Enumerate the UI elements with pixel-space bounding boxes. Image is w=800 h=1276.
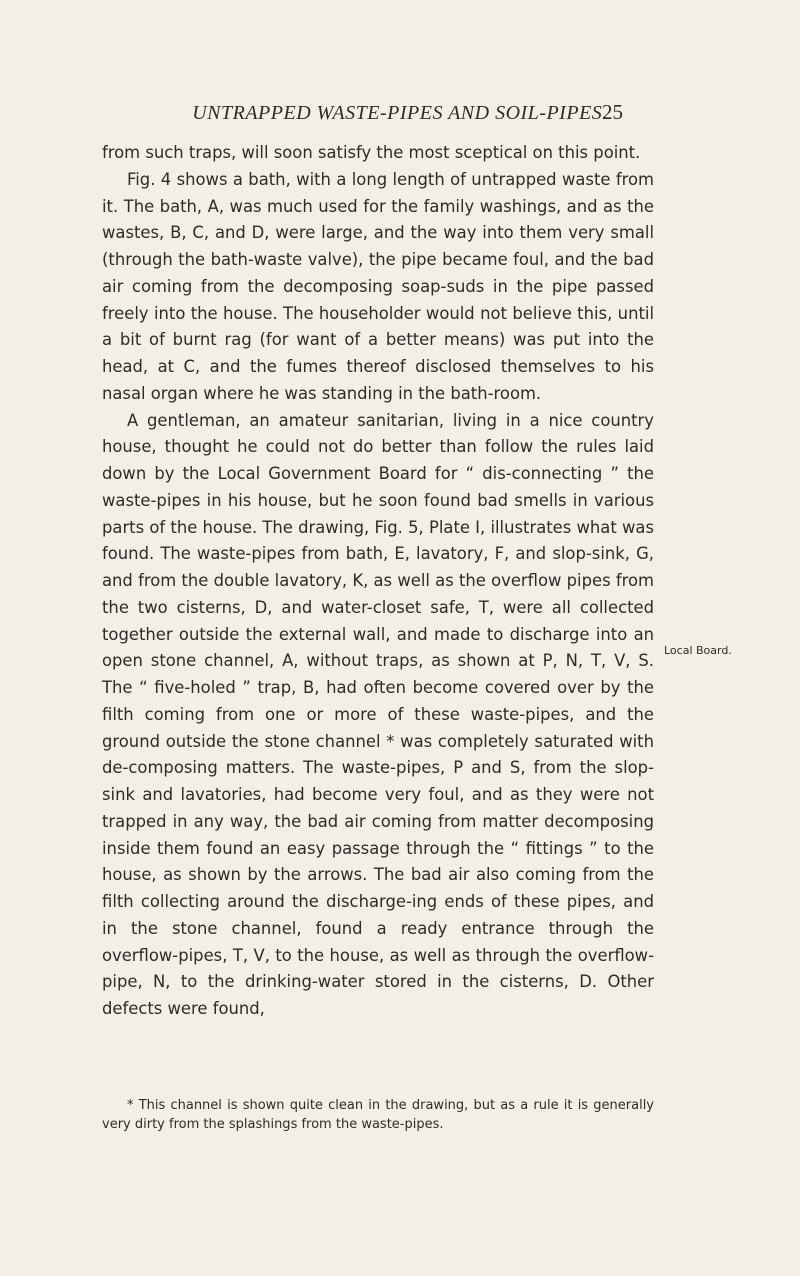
paragraph-fig4: Fig. 4 shows a bath, with a long length of untrapped waste from it. The bath, A, was much used for the family washings, and as the wastes, B, C, and D, were large, and the way into them very small (through the bath-waste valve), the pipe became foul, and the bad air coming from the decomposing soap-suds in the pipe passed freely into the house. The householder would not believe this, until a bit of burnt rag (for want of a better means) was put into the head, at C, and the fumes thereof disclosed themselves to his nasal organ where he was standing in the bath-room. (102, 169, 654, 403)
running-title: UNTRAPPED WASTE-PIPES AND SOIL-PIPES. (192, 102, 608, 124)
paragraph-continuation: from such traps, will soon satisfy the most sceptical on this point. (102, 143, 641, 162)
page-number: 25 (602, 100, 623, 124)
margin-note: Local Board. (664, 644, 732, 657)
body-text (102, 140, 654, 1023)
footnote-text: * This channel is shown quite clean in the drawing, but as a rule it is generally very dirty from the splashings from the waste-pipes. (102, 1098, 654, 1132)
paragraph-fig5: A gentleman, an amateur sanitarian, living in a nice country house, thought he could not do better than follow the rules laid down by the Local Government Board for “ dis-connecting ” the waste-pipes in his house, but he soon found bad smells in various parts of the house. The drawing, Fig. 5, Plate I, illustrates what was found. The waste-pipes from bath, E, lavatory, F, and slop-sink, G, and from the double lavatory, K, as well as the overflow pipes from the two cisterns, D, and water-closet safe, T, were all collected together outside the external wall, and made to discharge into an open stone channel, A, without traps, as shown at P, N, T, V, S. The “ five-holed ” trap, B, had often become covered over by the filth coming from one or more of these waste-pipes, and the ground outside the stone channel * was completely saturated with de-composing matters. The waste-pipes, P and S, from the slop-sink and lavatories, had become very foul, and as they were not trapped in any way, the bad air coming from matter decomposing inside them found an easy passage through the “ fittings ” to the house, as shown by the arrows. The bad air also coming from the filth collecting around the discharge-ing ends of these pipes, and in the stone channel, found a ready entrance through the overflow-pipes, T, V, to the house, as well as through the overflow-pipe, N, to the drinking-water stored in the cisterns, D. Other defects were found, (102, 410, 654, 1018)
footnote (102, 1096, 654, 1134)
